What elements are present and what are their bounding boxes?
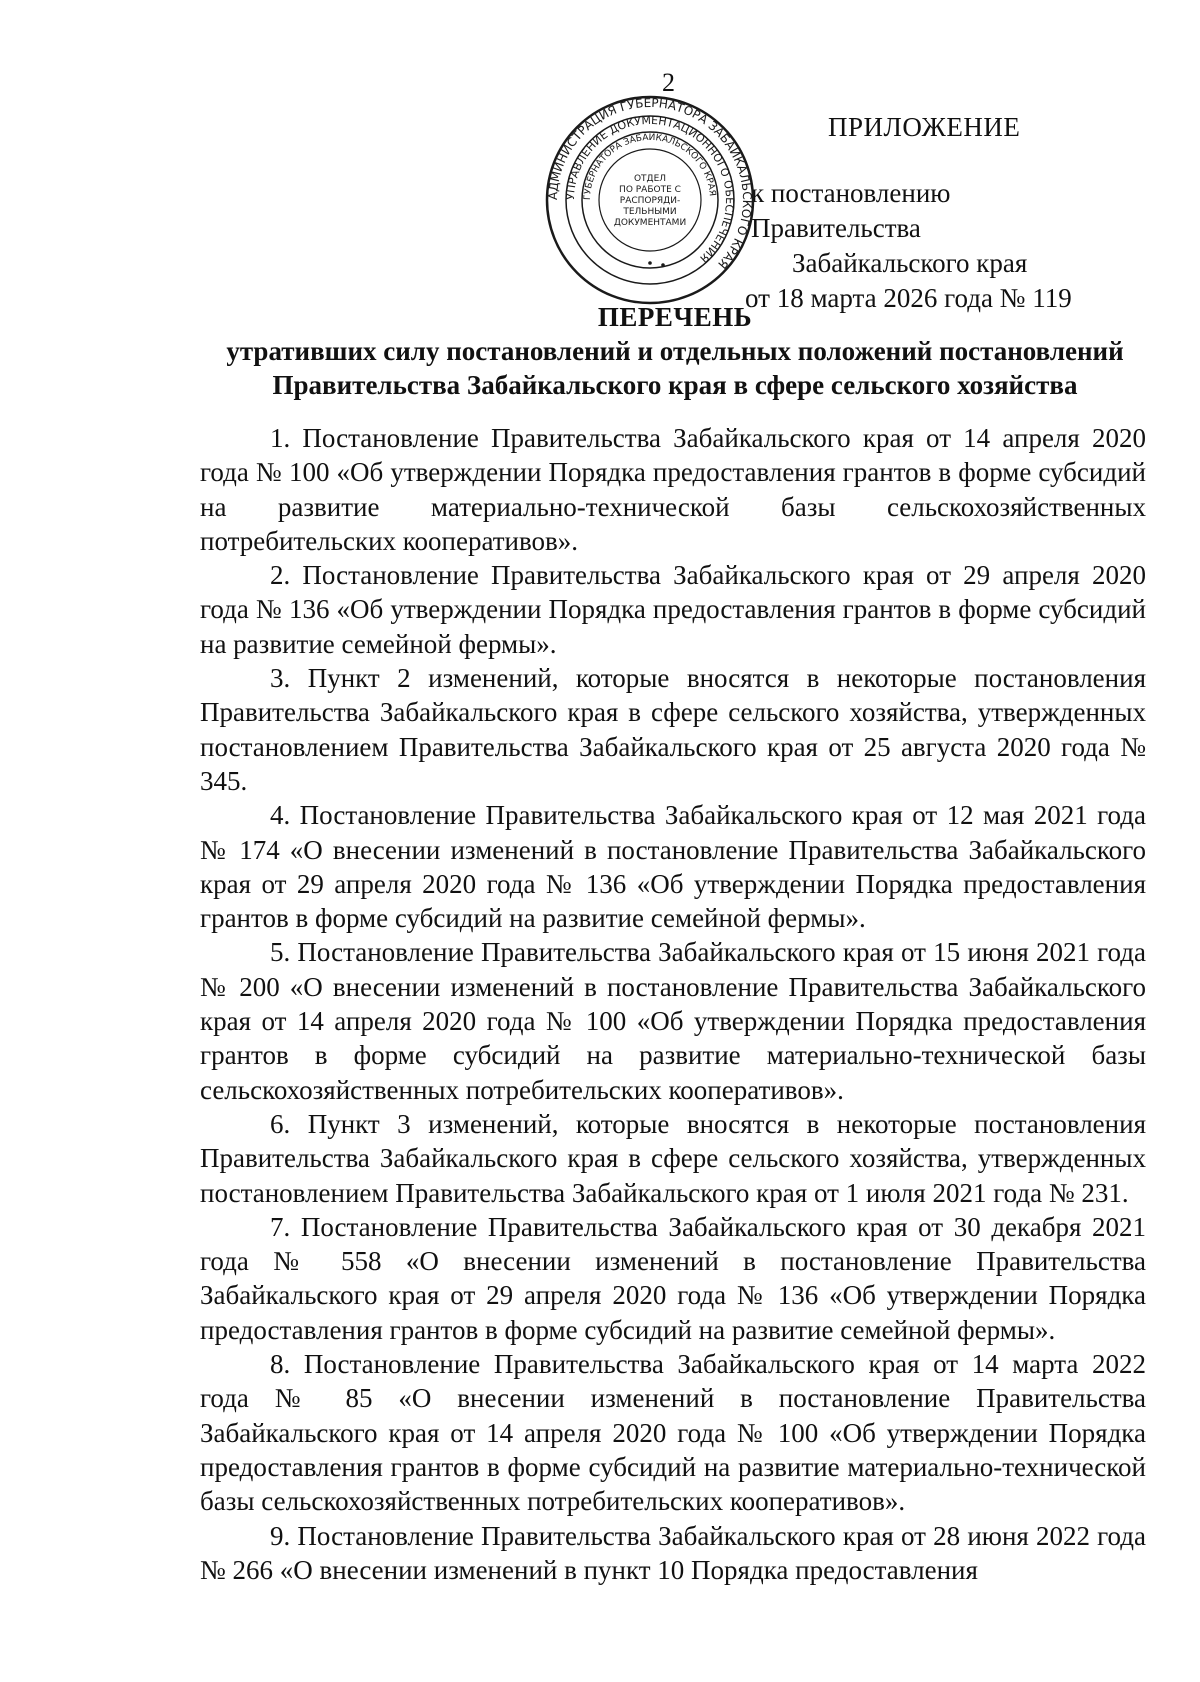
- seal-center-line: ДОКУМЕНТАМИ: [613, 218, 687, 228]
- list-item: 8. Постановление Правительства Забайкальского края от 14 марта 2022 года № 85 «О внесении изменений в постановление Правительства Забайкальского края от 14 апреля 2020 года № 100 «Об утверждении Порядка предоставления грантов в форме субсидий на развитие материально-технической базы сельскохозяйственных потребительских кооперативов».: [200, 1349, 1146, 1517]
- list-item: 3. Пункт 2 изменений, которые вносятся в некоторые постановления Правительства Забайкальского края в сфере сельского хозяйства, утвержденных постановлением Правительства Забайкальского края от 25 августа 2020 года № 345.: [200, 663, 1146, 796]
- heading-line-2: Правительства Забайкальского края в сфере сельского хозяйства: [272, 370, 1078, 400]
- list-item: 7. Постановление Правительства Забайкальского края от 30 декабря 2021 года № 558 «О внесении изменений в постановление Правительства Забайкальского края от 29 апреля 2020 года № 136 «Об утверждении Порядка предоставления грантов в форме субсидий на развитие семейной фермы».: [200, 1211, 1146, 1345]
- heading-line-1: утративших силу постановлений и отдельных положений постановлений: [226, 336, 1124, 366]
- heading-title: ПЕРЕЧЕНЬ: [597, 302, 753, 332]
- appendix-title: ПРИЛОЖЕНИЕ: [828, 112, 1021, 142]
- list-item: 1. Постановление Правительства Забайкальского края от 14 апреля 2020 года № 100 «Об утверждении Порядка предоставления грантов в форме субсидий на развитие материально-технической базы сельскохозяйственных потребительских кооперативов».: [200, 423, 1146, 556]
- list-item: 6. Пункт 3 изменений, которые вносятся в некоторые постановления Правительства Забайкальского края в сфере сельского хозяйства, утвержденных постановлением Правительства Забайкальского края от 1 июля 2021 года № 231.: [200, 1108, 1146, 1208]
- page-number: 2: [662, 68, 675, 97]
- appendix-line-1: к постановлению Правительства: [751, 178, 951, 243]
- document-body: [200, 421, 1146, 1587]
- seal-center-line: РАСПОРЯДИ-: [619, 196, 681, 206]
- seal-middle-text: УПРАВЛЕНИЕ ДОКУМЕНТАЦИОННОГО ОБЕСПЕЧЕНИЯ: [563, 113, 737, 266]
- list-item: 9. Постановление Правительства Забайкальского края от 28 июня 2022 года № 266 «О внесении изменений в пункт 10 Порядка предоставления: [200, 1520, 1146, 1585]
- document-heading: [200, 300, 1150, 402]
- appendix-block: [745, 110, 1075, 316]
- seal-outer-text: АДМИНИСТРАЦИЯ ГУБЕРНАТОРА ЗАБАЙКАЛЬСКОГО КРАЯ: [545, 95, 755, 272]
- appendix-line-2: Забайкальского края: [792, 248, 1028, 278]
- seal-inner-text: ГУБЕРНАТОРА ЗАБАЙКАЛЬСКОГО КРАЯ: [582, 132, 717, 201]
- appendix-line-3: от 18 марта 2026 года № 119: [745, 283, 1072, 313]
- list-item: 2. Постановление Правительства Забайкальского края от 29 апреля 2020 года № 136 «Об утверждении Порядка предоставления грантов в форме субсидий на развитие семейной фермы».: [200, 560, 1146, 659]
- list-item: 5. Постановление Правительства Забайкальского края от 15 июня 2021 года № 200 «О внесении изменений в постановление Правительства Забайкальского края от 14 апреля 2020 года № 100 «Об утверждении Порядка предоставления грантов в форме субсидий на развитие материально-технической базы сельскохозяйственных потребительских кооперативов».: [200, 937, 1146, 1105]
- seal-center-line: ПО РАБОТЕ С: [619, 185, 681, 195]
- official-seal: [545, 95, 755, 305]
- seal-center-line: ТЕЛЬНЫМИ: [623, 207, 677, 217]
- list-item: 4. Постановление Правительства Забайкальского края от 12 мая 2021 года № 174 «О внесении изменений в постановление Правительства Забайкальского края от 29 апреля 2020 года № 136 «Об утверждении Порядка предоставления грантов в форме субсидий на развитие семейной фермы».: [200, 800, 1146, 934]
- seal-center-text: [614, 174, 686, 228]
- seal-center-line: ОТДЕЛ: [633, 174, 667, 184]
